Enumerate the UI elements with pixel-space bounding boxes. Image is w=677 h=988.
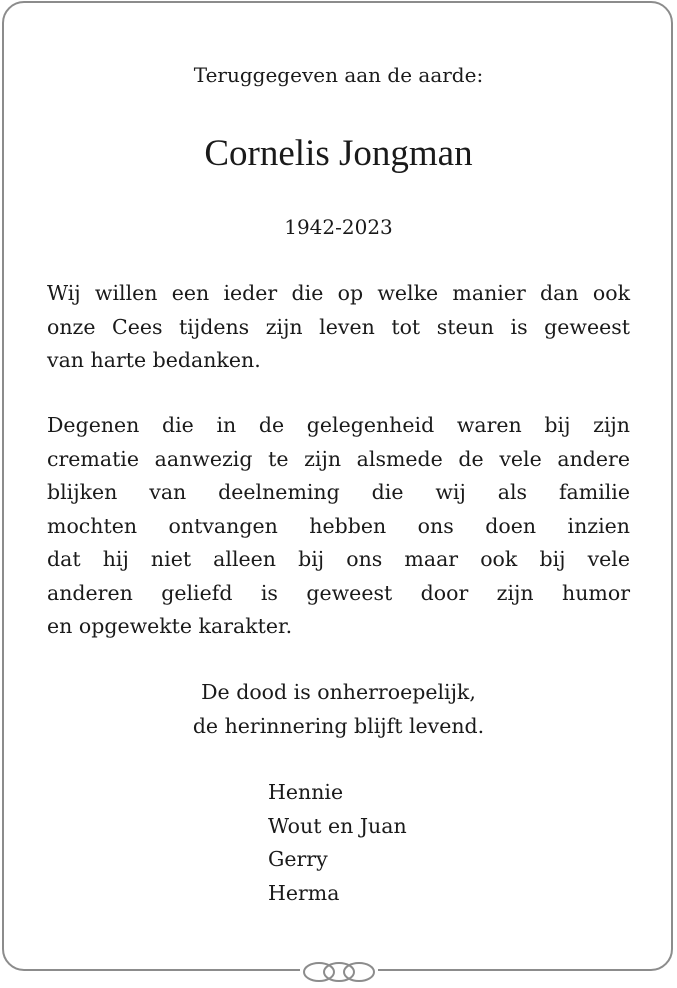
paragraph-line: onze Cees tijdens zijn leven tot steun is geweest bbox=[47, 314, 630, 339]
paragraph-line: en opgewekte karakter. bbox=[47, 614, 293, 638]
memorial-quote bbox=[0, 676, 677, 743]
paragraph-line: Degenen die in de gelegenheid waren bij zijn bbox=[47, 413, 630, 437]
paragraph-line: mochten ontvangen hebben ons doen inzien bbox=[47, 513, 630, 538]
intro-text: Teruggegeven aan de aarde: bbox=[193, 63, 484, 87]
life-years: 1942-2023 bbox=[284, 215, 393, 239]
paragraph-line: anderen geliefd is geweest door zijn humor bbox=[47, 580, 630, 605]
family-name: Wout en Juan bbox=[268, 813, 407, 838]
interlinked-rings-icon bbox=[300, 960, 378, 984]
thanks-paragraph bbox=[47, 277, 630, 378]
family-name: Herma bbox=[268, 880, 340, 905]
appreciation-paragraph bbox=[47, 409, 630, 644]
family-signatures bbox=[268, 776, 407, 910]
paragraph-line: blijken van deelneming die wij als familie bbox=[47, 480, 630, 504]
deceased-name: Cornelis Jongman bbox=[204, 133, 473, 174]
quote-line: De dood is onherroepelijk, bbox=[201, 680, 476, 704]
paragraph-line: van harte bedanken. bbox=[47, 348, 261, 372]
family-name: Hennie bbox=[268, 780, 344, 804]
paragraph-line: Wij willen een ieder die op welke manier dan ook bbox=[47, 281, 630, 305]
paragraph-line: crematie aanwezig te zijn alsmede de vele andere bbox=[47, 446, 630, 471]
paragraph-line: dat hij niet alleen bij ons maar ook bij vele bbox=[47, 547, 630, 571]
family-name: Gerry bbox=[268, 847, 328, 871]
quote-line: de herinnering blijft levend. bbox=[192, 713, 485, 738]
